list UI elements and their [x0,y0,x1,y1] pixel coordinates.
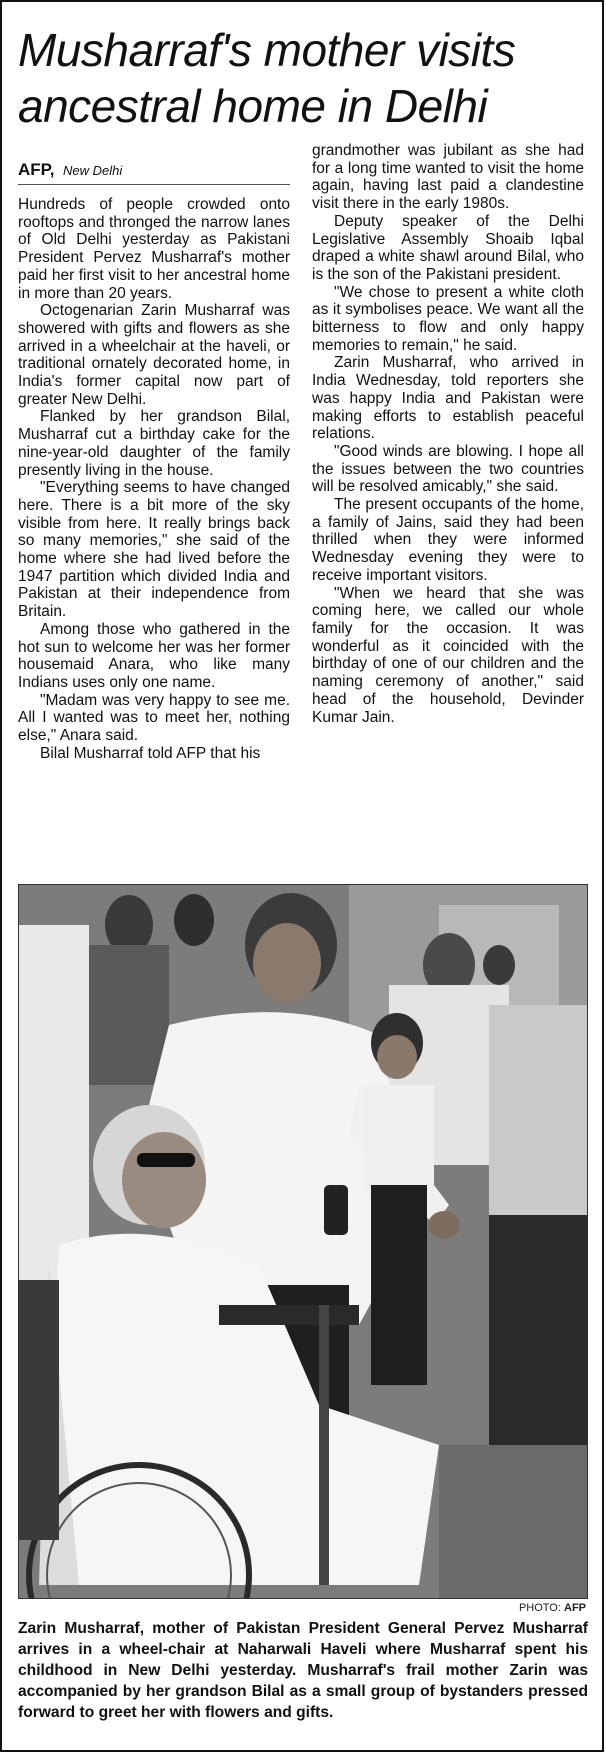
photo-credit-label: PHOTO: [518,1602,561,1614]
paragraph: The present occupants of the home, a family of Jains, said they had been thrilled when they were informed Wednesday evening they were to receive important visitors. [312,496,584,584]
paragraph: Flanked by her grandson Bilal, Musharraf cut a birthday cake for the nine-year-old daughter of the family presently living in the house. [18,408,290,479]
article-column-left [18,160,290,763]
paragraph: "We chose to present a white cloth as it symbolises peace. We want all the bitterness to flow and only happy memories to remain," he said. [312,283,584,354]
headline: Musharraf's mother visits ancestral home in Delhi [18,24,516,132]
paragraph: Zarin Musharraf, who arrived in India Wednesday, told reporters she was happy India and Pakistan were making efforts to establish peaceful relations. [312,354,584,443]
paragraph: Deputy speaker of the Delhi Legislative Assembly Shoaib Iqbal draped a white shawl around Bilal, who is the son of the Pakistani president. [312,212,584,283]
photo-credit [18,1602,586,1614]
photo-illustration [19,885,587,1598]
news-photo [18,884,588,1599]
paragraph: "Good winds are blowing. I hope all the issues between the two countries will be resolved amicably," she said. [312,442,584,496]
paragraph: grandmother was jubilant as she had for a long time wanted to visit the home again, having last paid a clandestine visit there in the early 1980s. [312,142,584,213]
paragraph: Bilal Musharraf told AFP that his [40,744,261,762]
article-column-right [312,142,584,726]
paragraph: Among those who gathered in the hot sun to welcome her was her former housemaid Anara, who like many Indians uses only one name. [18,620,290,691]
photo-caption: Zarin Musharraf, mother of Pakistan President General Pervez Musharraf arrives in a wheel-chair at Naharwali Haveli where Musharraf spent his childhood in New Delhi yesterday. Musharraf's frail mother Zarin was accompanied by her grandson Bilal as a small group of bystanders pressed forward to greet her with flowers and gifts. [18,1620,588,1721]
paragraph: "Madam was very happy to see me. All I wanted was to meet her, nothing else," Anara said. [18,691,290,745]
byline-agency: AFP, [18,160,55,179]
paragraph: "When we heard that she was coming here, we called our whole family for the occasion. It was wonderful as it coincided with the birthday of one of our children and the naming ceremony of another," said head of the household, Devinder Kumar Jain. [312,584,584,726]
photo-credit-source: AFP [564,1602,586,1614]
paragraph: Octogenarian Zarin Musharraf was showered with gifts and flowers as she arrived in a wheelchair at the haveli, or traditional ornately decorated home, in India's former capital now part of greater New Delhi. [18,302,290,408]
paragraph: Hundreds of people crowded onto rooftops and thronged the narrow lanes of Old Delhi yesterday as Pakistani President Pervez Musharraf's mother paid her first visit to her ancestral home in more than 20 years. [18,196,290,302]
byline-location: New Delhi [63,163,123,178]
paragraph: "Everything seems to have changed here. There is a bit more of the sky visible from here. It really brings back so many memories," she said of the home where she had lived before the 1947 partition which divided India and Pakistan at their independence from Britain. [18,479,290,621]
